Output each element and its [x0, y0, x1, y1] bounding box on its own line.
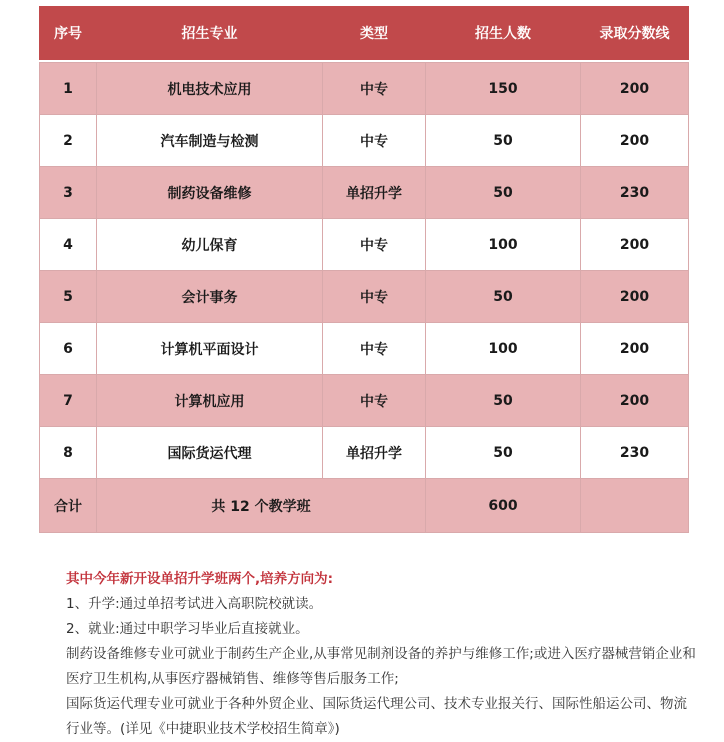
header-type: 类型 — [323, 7, 426, 60]
cell-no: 8 — [40, 427, 97, 479]
cell-type: 单招升学 — [323, 427, 426, 479]
table-row — [40, 115, 689, 167]
total-score-empty — [581, 479, 689, 533]
header-major: 招生专业 — [97, 7, 323, 60]
cell-type: 中专 — [323, 323, 426, 375]
cell-count: 100 — [426, 219, 581, 271]
cell-type: 中专 — [323, 375, 426, 427]
cell-no: 5 — [40, 271, 97, 323]
cell-no: 3 — [40, 167, 97, 219]
cell-type: 中专 — [323, 271, 426, 323]
cell-count: 50 — [426, 375, 581, 427]
cell-score: 230 — [581, 427, 689, 479]
notes-line-pharma: 制药设备维修专业可就业于制药生产企业,从事常见制剂设备的养护与维修工作;或进入医疗器械营销企业和医疗卫生机构,从事医疗器械销售、维修等售后服务工作; — [66, 646, 696, 687]
notes-section — [40, 567, 700, 742]
enrollment-table — [39, 6, 689, 533]
cell-no: 4 — [40, 219, 97, 271]
table-row — [40, 271, 689, 323]
cell-score: 200 — [581, 115, 689, 167]
cell-no: 2 — [40, 115, 97, 167]
cell-score: 200 — [581, 375, 689, 427]
cell-score: 200 — [581, 219, 689, 271]
header-count: 招生人数 — [426, 7, 581, 60]
table-row — [40, 63, 689, 115]
cell-major: 计算机平面设计 — [97, 323, 323, 375]
cell-major: 计算机应用 — [97, 375, 323, 427]
header-no: 序号 — [40, 7, 97, 60]
cell-major: 会计事务 — [97, 271, 323, 323]
cell-type: 中专 — [323, 63, 426, 115]
cell-no: 7 — [40, 375, 97, 427]
cell-type: 单招升学 — [323, 167, 426, 219]
table-row — [40, 219, 689, 271]
header-score: 录取分数线 — [581, 7, 689, 60]
total-count: 600 — [426, 479, 581, 533]
cell-type: 中专 — [323, 115, 426, 167]
notes-heading: 其中今年新开设单招升学班两个,培养方向为: — [66, 571, 334, 587]
cell-score: 200 — [581, 63, 689, 115]
table-total-row — [40, 479, 689, 533]
cell-count: 50 — [426, 167, 581, 219]
cell-major: 幼儿保育 — [97, 219, 323, 271]
table-row — [40, 323, 689, 375]
cell-count: 50 — [426, 427, 581, 479]
cell-score: 230 — [581, 167, 689, 219]
cell-count: 50 — [426, 271, 581, 323]
cell-no: 6 — [40, 323, 97, 375]
total-label: 合计 — [40, 479, 97, 533]
notes-line-upgrade: 1、升学:通过单招考试进入高职院校就读。 — [66, 596, 323, 612]
notes-line-freight: 国际货运代理专业可就业于各种外贸企业、国际货运代理公司、技术专业报关行、国际性船运公司、物流行业等。(详见《中捷职业技术学校招生简章》) — [66, 696, 687, 737]
cell-count: 100 — [426, 323, 581, 375]
table-row — [40, 167, 689, 219]
table-row — [40, 427, 689, 479]
table-header-row — [40, 7, 689, 60]
cell-score: 200 — [581, 323, 689, 375]
cell-count: 150 — [426, 63, 581, 115]
total-classes: 共 12 个教学班 — [97, 479, 426, 533]
cell-major: 制药设备维修 — [97, 167, 323, 219]
cell-no: 1 — [40, 63, 97, 115]
cell-type: 中专 — [323, 219, 426, 271]
cell-count: 50 — [426, 115, 581, 167]
cell-major: 汽车制造与检测 — [97, 115, 323, 167]
table-row — [40, 375, 689, 427]
cell-major: 国际货运代理 — [97, 427, 323, 479]
cell-major: 机电技术应用 — [97, 63, 323, 115]
notes-line-employment: 2、就业:通过中职学习毕业后直接就业。 — [66, 621, 309, 637]
cell-score: 200 — [581, 271, 689, 323]
